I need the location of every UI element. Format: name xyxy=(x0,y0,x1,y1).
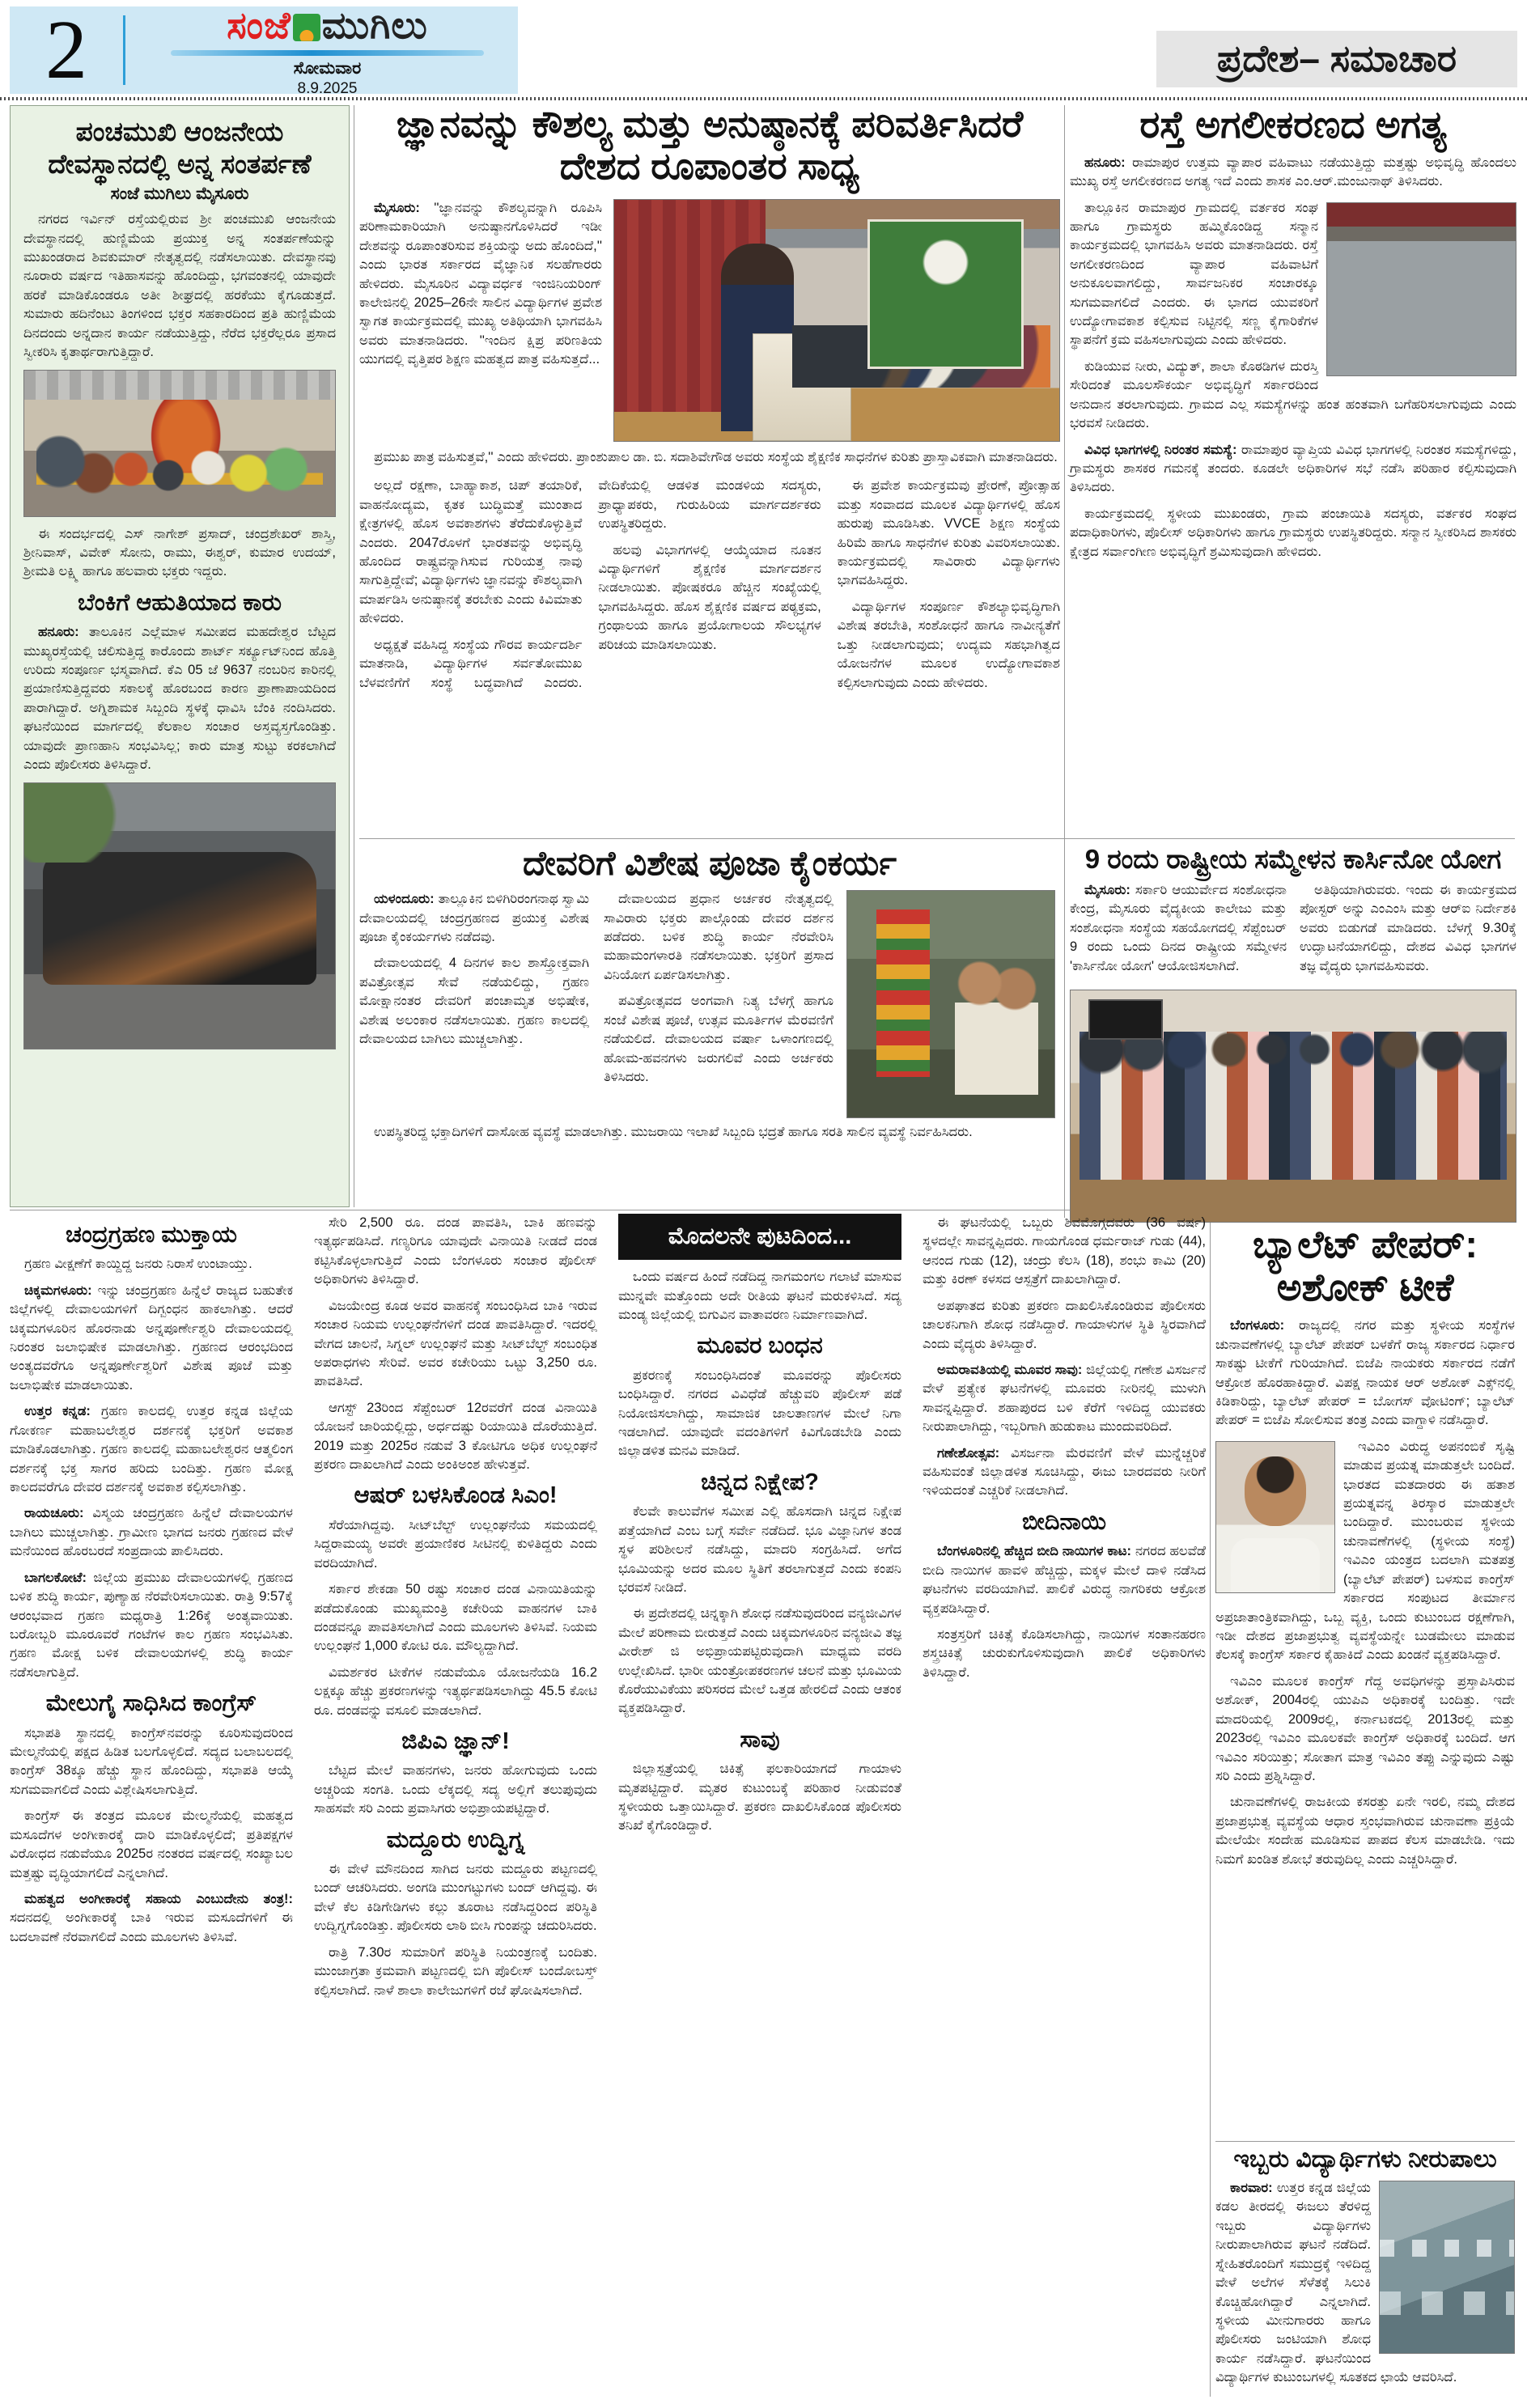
ballot-p3: ಇವಿಎಂ ಮೂಲಕ ಕಾಂಗ್ರೆಸ್ ಗೆದ್ದ ಅವಧಿಗಳನ್ನು ಪ್ರಸ್ತಾಪಿಸಿರುವ ಅಶೋಕ್, 2004ರಲ್ಲಿ ಯುಪಿಎ ಅಧಿಕಾರಕ್ಕೆ ಬಂದಿತ್ತು. ಇದೇ ಮಾದರಿಯಲ್ಲಿ 2009ರಲ್ಲಿ, ಕರ್ನಾಟಕದಲ್ಲಿ 2013ರಲ್ಲಿ ಮತ್ತು 2023ರಲ್ಲಿ ಇವಿಎಂ ಮೂಲಕವೇ ಕಾಂಗ್ರೆಸ್ ಅಧಿಕಾರಕ್ಕೆ ಬಂದಿದೆ. ಆಗ ಇವಿಎಂ ಸರಿಯಿತ್ತು; ಸೋತಾಗ ಮಾತ್ರ ಇವಿಎಂ ತಪ್ಪು ಎನ್ನುವುದು ಎಷ್ಟು ಸರಿ ಎಂದು ಪ್ರಶ್ನಿಸಿದ್ದಾರೆ. xyxy=(1215,1673,1515,1783)
road-p2: ಕುಡಿಯುವ ನೀರು, ವಿದ್ಯುತ್, ಶಾಲಾ ಕೊಠಡಿಗಳ ದುರಸ್ತಿ ಸೇರಿದಂತೆ ಮೂಲಸೌಕರ್ಯ ಅಭಿವೃದ್ಧಿಗೆ ಸರ್ಕಾರದಿಂದ ಅನುದಾನ ತರಲಾಗುವುದು. ಗ್ರಾಮದ ಎಲ್ಲ ಸಮಸ್ಯೆಗಳನ್ನು ಹಂತ ಹಂತವಾಗಿ ಬಗೆಹರಿಸಲಾಗುವುದು ಎಂದು ಭರವಸೆ ನೀಡಿದರು. xyxy=(1070,358,1516,431)
page-number: 2 xyxy=(45,3,87,96)
car-fire-dateline: ಹನೂರು: xyxy=(38,625,79,640)
ballot-body xyxy=(1215,1316,1515,1869)
burnt-car-photo xyxy=(23,782,336,1049)
article-ballot xyxy=(1215,1223,1515,1876)
car-fire-body xyxy=(23,623,336,774)
col1-p1-text: ಇನ್ನು ಚಂದ್ರಗ್ರಹಣ ಹಿನ್ನೆಲೆ ರಾಜ್ಯದ ಬಹುತೇಕ ಜಿಲ್ಲೆಗಳಲ್ಲಿ ದೇವಾಲಯಗಳಿಗೆ ದಿಗ್ಬಂಧನ ಹಾಕಲಾಗಿತ್ತು. ಆದರೆ ಚಿಕ್ಕಮಗಳೂರಿನ ಹೊರನಾಡು ಅನ್ನಪೂರ್ಣೇಶ್ವರಿ ದೇವಾಲಯದಲ್ಲಿ ನಿರಂತರ ಜಲಾಭಿಷೇಕ ಮಾಡಲಾಗಿತ್ತು. ಗ್ರಹಣದ ಆರಂಭದಿಂದ ಅಂತ್ಯದವರೆಗೂ ಅನ್ನಪೂರ್ಣೇಶ್ವರಿಗೆ ವಿಶೇಷ ಪೂಜೆ ಮತ್ತು ಜಲಾಭಿಷೇಕ ಮಾಡಲಾಯಿತು. xyxy=(10,1282,293,1393)
continuation-col-2 xyxy=(314,1214,597,2397)
col4-p0: ಈ ಘಟನೆಯಲ್ಲಿ ಒಬ್ಬರು ಶಿವಮೊಗ್ಗದವರು (36 ವರ್ಷ) ಸ್ಥಳದಲ್ಲೇ ಸಾವನ್ನಪ್ಪಿದರು. ಗಾಯಗೊಂಡ ಧರ್ಮರಾಜ್ ಗುಡು (44), ಆನಂದ ಗುಡು (12), ಚಂದ್ರು ಕೆಲಸಿ (18), ಶಂಭು ಕಾಮಿ (20) ಮತ್ತು ಕಿರಣ್ ಕಳಸದ ಆಸ್ಪತ್ರೆಗೆ ದಾಖಲಾಗಿದ್ದಾರೆ. xyxy=(923,1215,1206,1287)
knowledge-p1: ಅಲ್ಲದೆ ರಕ್ಷಣಾ, ಬಾಹ್ಯಾಕಾಶ, ಚಿಪ್ ತಯಾರಿಕೆ, ವಾಹನೋದ್ಯಮ, ಕೃತಕ ಬುದ್ಧಿಮತ್ತೆ ಮುಂತಾದ ಕ್ಷೇತ್ರಗಳಲ್ಲಿ ಹೊಸ ಅವಕಾಶಗಳು ತೆರೆದುಕೊಳ್ಳುತ್ತಿವೆ ಎಂದರು. 2047ರೊಳಗೆ ಭಾರತವನ್ನು ಅಭಿವೃದ್ಧಿ ಹೊಂದಿದ ರಾಷ್ಟ್ರವನ್ನಾಗಿಸುವ ಗುರಿಯತ್ತ ನಾವು ಸಾಗುತ್ತಿದ್ದೇವೆ; ವಿದ್ಯಾರ್ಥಿಗಳು ಜ್ಞಾನವನ್ನು ಕೌಶಲ್ಯವಾಗಿ ಮಾರ್ಪಡಿಸಿ ಅನುಷ್ಠಾನಕ್ಕೆ ತರಬೇಕು ಎಂದು ಕಿವಿಮಾತು ಹೇಳಿದರು. xyxy=(359,478,583,626)
road-lead-text: ರಾಮಾಪುರ ಉತ್ತಮ ವ್ಯಾಪಾರ ವಹಿವಾಟು ನಡೆಯುತ್ತಿದ್ದು ಮತ್ತಷ್ಟು ಅಭಿವೃದ್ಧಿ ಹೊಂದಲು ಮುಖ್ಯ ರಸ್ತೆ ಅಗಲೀಕರಣದ ಅಗತ್ಯ ಇದೆ ಎಂದು ಶಾಸಕ ಎಂ.ಆರ್.ಮಂಜುನಾಥ್ ತಿಳಿಸಿದರು. xyxy=(1070,155,1516,189)
anjaneya-byline: ಸಂಜೆ ಮುಗಿಲು ಮೈಸೂರು xyxy=(110,184,249,204)
column-rule-3 xyxy=(1210,1220,1211,2397)
sea-photo xyxy=(1379,2181,1515,2354)
ballot-p1-text: ರಾಜ್ಯದಲ್ಲಿ ನಗರ ಮತ್ತು ಸ್ಥಳೀಯ ಸಂಸ್ಥೆಗಳ ಚುನಾವಣೆಗಳಲ್ಲಿ ಬ್ಯಾಲೆಟ್ ಪೇಪರ್ ಬಳಕೆಗೆ ರಾಜ್ಯ ಸರ್ಕಾರದ ನಿರ್ಧಾರ ಸಾಕಷ್ಟು ಟೀಕೆಗೆ ಗುರಿಯಾಗಿದೆ. ಬಿಜೆಪಿ ನಾಯಕರು ಸರ್ಕಾರದ ನಡೆಗೆ ಆಕ್ರೋಶ ಹೊರಹಾಕಿದ್ದಾರೆ. ವಿಪಕ್ಷ ನಾಯಕ ಆರ್ ಅಶೋಕ್ ಎಕ್ಸ್‌ನಲ್ಲಿ ಕಿಡಿಕಾರಿದ್ದು, ಬ್ಯಾಲೆಟ್ ಪೇಪರ್ = ಬೋಗಸ್ ವೋಟಿಂಗ್; ಬ್ಯಾಲೆಟ್ ಪೇಪರ್ = ಬಿಜೆಪಿ ಸೋಲಿಸುವ ತಂತ್ರ ಎಂದು ವಾಗ್ದಾಳಿ ನಡೆಸಿದ್ದಾರೆ. xyxy=(1215,1318,1515,1428)
drowned-headline: ಇಬ್ಬರು ವಿದ್ಯಾರ್ಥಿಗಳು ನೀರುಪಾಲು xyxy=(1233,2146,1497,2173)
temple-pooja-photo xyxy=(846,890,1055,1118)
col1-l4: ಬಾಗಲಕೋಟೆ: xyxy=(24,1570,87,1585)
knowledge-lead-text: ''ಜ್ಞಾನವನ್ನು ಕೌಶಲ್ಯವನ್ನಾಗಿ ರೂಪಿಸಿ ಪರಿಣಾಮಕಾರಿಯಾಗಿ ಅನುಷ್ಠಾನಗೊಳಿಸಿದರೆ ಇಡೀ ದೇಶವನ್ನು ರೂಪಾಂತರಿಸುವ ಶಕ್ತಿಯನ್ನು ಅದು ಹೊಂದಿದೆ,'' ಎಂದು ಭಾರತ ಸರ್ಕಾರದ ವೈಜ್ಞಾನಿಕ ಸಲಹೆಗಾರರು ಹೇಳಿದರು. ಮೈಸೂರಿನ ವಿದ್ಯಾವರ್ಧಕ ಇಂಜಿನಿಯರಿಂಗ್ ಕಾಲೇಜಿನಲ್ಲಿ 2025–26ನೇ ಸಾಲಿನ ವಿದ್ಯಾರ್ಥಿಗಳ ಪ್ರವೇಶ ಸ್ವಾಗತ ಕಾರ್ಯಕ್ರಮದಲ್ಲಿ ಮುಖ್ಯ ಅತಿಥಿಯಾಗಿ ಭಾಗವಹಿಸಿ ಅವರು ಮಾತನಾಡಿದರು. ''ಇಂದಿನ ಕ್ಷಿಪ್ರ ಪರಿಣತಿಯ ಯುಗದಲ್ಲಿ ವೃತ್ತಿಪರ ಶಿಕ್ಷಣ ಮಹತ್ವದ ಪಾತ್ರ ವಹಿಸುತ್ತದೆ... xyxy=(359,200,602,367)
pooja-dateline: ಯಳಂದೂರು: xyxy=(374,892,435,907)
knowledge-dateline: ಮೈಸೂರು: xyxy=(374,200,420,215)
pooja-lead-text: ತಾಲ್ಲೂಕಿನ ಬಿಳಿಗಿರಿರಂಗನಾಥ ಸ್ವಾಮಿ ದೇವಾಲಯದಲ್ಲಿ ಚಂದ್ರಗ್ರಹಣದ ಪ್ರಯುಕ್ತ ವಿಶೇಷ ಪೂಜಾ ಕೈಂಕರ್ಯಗಳು ನಡೆದವು. xyxy=(359,892,589,945)
from-first-page-bar: ಮೊದಲನೇ ಪುಟದಿಂದ... xyxy=(618,1214,901,1260)
road-lead-wrap xyxy=(1070,154,1516,192)
col2-p1: ವಿಜಯೇಂದ್ರ ಕೂಡ ಅವರ ವಾಹನಕ್ಕೆ ಸಂಬಂಧಿಸಿದ ಬಾಕಿ ಇರುವ ಸಂಚಾರ ನಿಯಮ ಉಲ್ಲಂಘನೆಗಳಿಗೆ ದಂಡ ಪಾವತಿಸಿದ್ದಾರೆ. ಇದರಲ್ಲಿ ವೇಗದ ಚಾಲನೆ, ಸಿಗ್ನಲ್ ಉಲ್ಲಂಘನೆ ಮತ್ತು ಸೀಟ್‌ಬೆಲ್ಟ್ ಸಂಬಂಧಿತ ಅಪರಾಧಗಳು ಸೇರಿವೆ. ಅವರ ಕಚೇರಿಯು ಒಟ್ಟು 3,250 ರೂ. ಪಾವತಿಸಿದೆ. xyxy=(314,1298,597,1389)
col3-p0: ಒಂದು ವರ್ಷದ ಹಿಂದೆ ನಡೆದಿದ್ದ ನಾಗಮಂಗಲ ಗಲಾಟೆ ಮಾಸುವ ಮುನ್ನವೇ ಮತ್ತೊಂದು ಅದೇ ರೀತಿಯ ಘಟನೆ ಮರುಕಳಿಸಿದೆ. ಸದ್ಯ ಮಂಡ್ಯ ಜಿಲ್ಲೆಯಲ್ಲಿ ಬಿಗುವಿನ ವಾತಾವರಣ ನಿರ್ಮಾಣವಾಗಿದೆ. xyxy=(618,1270,901,1323)
road-sub-lead: ವಿವಿಧ ಭಾಗಗಳಲ್ಲಿ ನಿರಂತರ ಸಮಸ್ಯೆ: xyxy=(1084,442,1237,457)
ballot-p1 xyxy=(1215,1316,1515,1431)
col1-l1: ಚಿಕ್ಕಮಗಳೂರು: xyxy=(24,1282,92,1298)
road-headline: ರಸ್ತೆ ಅಗಲೀಕರಣದ ಅಗತ್ಯ xyxy=(1139,103,1447,146)
dignitaries-row xyxy=(792,325,1050,388)
col2-p8: ರಾತ್ರಿ 7.30ರ ಸುಮಾರಿಗೆ ಪರಿಸ್ಥಿತಿ ನಿಯಂತ್ರಣಕ್ಕೆ ಬಂದಿತು. ಮುಂಜಾಗ್ರತಾ ಕ್ರಮವಾಗಿ ಪಟ್ಟಣದಲ್ಲಿ ಬಿಗಿ ಪೊಲೀಸ್ ಬಂದೋಬಸ್ತ್ ಕಲ್ಪಿಸಲಾಗಿದೆ. ನಾಳೆ ಶಾಲಾ ಕಾಲೇಜುಗಳಿಗೆ ರಜೆ ಘೋಷಿಸಲಾಗಿದೆ. xyxy=(314,1944,597,1998)
masthead-day: ಸೋಮವಾರ xyxy=(293,58,362,78)
ballot-headline xyxy=(1215,1223,1515,1308)
road-p3 xyxy=(1070,441,1516,498)
masthead-logo-block xyxy=(137,3,518,98)
knowledge-p4: ಈ ಪ್ರವೇಶ ಕಾರ್ಯಕ್ರಮವು ಪ್ರೇರಣೆ, ಪ್ರೋತ್ಸಾಹ ಮತ್ತು ಸಂವಾದದ ಮೂಲಕ ವಿದ್ಯಾರ್ಥಿಗಳಲ್ಲಿ ಹೊಸ ಹುರುಪು ಮೂಡಿಸಿತು. VVCE ಶಿಕ್ಷಣ ಸಂಸ್ಥೆಯ ಹಿರಿಮೆ ಹಾಗೂ ಸಾಧನೆಗಳ ಕುರಿತು ವಿವರಿಸಲಾಯಿತು. ಕಾರ್ಯಕ್ರಮದಲ್ಲಿ ಸಾವಿರಾರು ವಿದ್ಯಾರ್ಥಿಗಳು ಭಾಗವಹಿಸಿದ್ದರು. xyxy=(837,478,1060,588)
col1-p6: ಕಾಂಗ್ರೆಸ್ ಈ ತಂತ್ರದ ಮೂಲಕ ಮೇಲ್ಮನೆಯಲ್ಲಿ ಮಹತ್ವದ ಮಸೂದೆಗಳ ಅಂಗೀಕಾರಕ್ಕೆ ದಾರಿ ಮಾಡಿಕೊಳ್ಳಲಿದೆ; ಪ್ರತಿಪಕ್ಷಗಳ ವಿರೋಧದ ನಡುವೆಯೂ 2025ರ ನಂತರದ ವರ್ಷದಲ್ಲಿ ಸಂಖ್ಯಾಬಲ ಮತ್ತಷ್ಟು ವೃದ್ಧಿಯಾಗಲಿದೆ ಎನ್ನಲಾಗಿದೆ. xyxy=(10,1808,293,1880)
knowledge-lead xyxy=(359,199,602,370)
continuation-col-3 xyxy=(618,1214,901,2397)
article-anna-santarpane xyxy=(10,105,350,1207)
conference-group-photo xyxy=(1070,990,1516,1223)
col4-l3: ಗಣೇಶೋತ್ಸವ: xyxy=(937,1445,1000,1460)
col1-p4-text: ಜಿಲ್ಲೆಯ ಪ್ರಮುಖ ದೇವಾಲಯಗಳಲ್ಲಿ ಗ್ರಹಣದ ಬಳಿಕ ಶುದ್ಧಿ ಕಾರ್ಯ, ಪುಣ್ಯಾಹ ನೆರವೇರಿಸಲಾಯಿತು. ರಾತ್ರಿ 9:57ಕ್ಕೆ ಆರಂಭವಾದ ಗ್ರಹಣ ಮಧ್ಯರಾತ್ರಿ 1:26ಕ್ಕೆ ಅಂತ್ಯವಾಯಿತು. ಬರೋಬ್ಬರಿ ಮೂರೂವರೆ ಗಂಟೆಗಳ ಕಾಲ ಗ್ರಹಣ ಸಂಭವಿಸಿತು. ಗ್ರಹಣ ಮೋಕ್ಷ ಬಳಿಕ ದೇವಾಲಯಗಳಲ್ಲಿ ಶುದ್ಧಿ ಕಾರ್ಯ ನಡೆಸಲಾಗುತ್ತಿದೆ. xyxy=(10,1570,293,1680)
col1-p1 xyxy=(10,1282,293,1396)
col4-p2-text: ಜಿಲ್ಲೆಯಲ್ಲಿ ಗಣೇಶ ವಿಸರ್ಜನೆ ವೇಳೆ ಪ್ರತ್ಯೇಕ ಘಟನೆಗಳಲ್ಲಿ ಮೂವರು ನೀರಿನಲ್ಲಿ ಮುಳುಗಿ ಸಾವನ್ನಪ್ಪಿದ್ದಾರೆ. ಶಹಾಪುರದ ಬಳಿ ಕೆರೆಗೆ ಇಳಿದಿದ್ದ ಯುವಕರು ನೀರುಪಾಲಾಗಿದ್ದು, ಇಬ್ಬರಿಗಾಗಿ ಹುಡುಕಾಟ ಮುಂದುವರಿದಿದೆ. xyxy=(923,1362,1206,1435)
anjaneya-p2: ಈ ಸಂದರ್ಭದಲ್ಲಿ ಎಸ್ ನಾಗೇಶ್ ಪ್ರಸಾದ್, ಚಂದ್ರಶೇಖರ್ ಶಾಸ್ತ್ರಿ, ಶ್ರೀನಿವಾಸ್, ವಿವೇಕ್ ಸೋನು, ರಾಮು, ಈಶ್ವರ್, ಕುಮಾರ ಉದಯ್, ಶ್ರೀಮತಿ ಲಕ್ಷ್ಮಿ ಹಾಗೂ ಹಲವಾರು ಭಕ್ತರು ಇದ್ದರು. xyxy=(23,526,336,579)
ballot-p2: ಇವಿಎಂ ವಿರುದ್ಧ ಅಪನಂಬಿಕೆ ಸೃಷ್ಟಿ ಮಾಡುವ ಪ್ರಯತ್ನ ಮಾಡುತ್ತಲೇ ಬಂದಿದೆ. ಭಾರತದ ಮತದಾರರು ಈ ಹತಾಶ ಪ್ರಯತ್ನವನ್ನ ತಿರಸ್ಕಾರ ಮಾಡುತ್ತಲೇ ಬಂದಿದ್ದಾರೆ. ಮುಂಬರುವ ಸ್ಥಳೀಯ ಚುನಾವಣೆಗಳಲ್ಲಿ (ಸ್ಥಳೀಯ ಸಂಸ್ಥೆ) ಇವಿಎಂ ಯಂತ್ರದ ಬದಲಾಗಿ ಮತಪತ್ರ (ಬ್ಯಾಲೆಟ್ ಪೇಪರ್) ಬಳಸುವ ಕಾಂಗ್ರೆಸ್ ಸರ್ಕಾರದ ಸಂಪುಟದ ತೀರ್ಮಾನ ಅಪ್ರಜಾತಾಂತ್ರಿಕವಾಗಿದ್ದು, ಒಬ್ಬ ವ್ಯಕ್ತಿ, ಒಂದು ಕುಟುಂಬದ ರಕ್ಷಣೆಗಾಗಿ, ಇಡೀ ದೇಶದ ಪ್ರಜಾಪ್ರಭುತ್ವ ವ್ಯವಸ್ಥೆಯನ್ನೇ ಬುಡಮೇಲು ಮಾಡುವ ಕೆಲಸಕ್ಕೆ ಕಾಂಗ್ರೆಸ್ ಸರ್ಕಾರ ಕೈಹಾಕಿದೆ ಎಂದು ಖಂಡನೆ ವ್ಯಕ್ತಪಡಿಸಿದ್ದಾರೆ. xyxy=(1215,1439,1515,1663)
article-knowledge xyxy=(359,104,1060,693)
knowledge-lead-col xyxy=(359,199,602,442)
section-rule-3 xyxy=(1215,2141,1515,2142)
col3-p4: ಜಿಲ್ಲಾಸ್ಪತ್ರೆಯಲ್ಲಿ ಚಿಕಿತ್ಸೆ ಫಲಕಾರಿಯಾಗದೆ ಗಾಯಾಳು ಮೃತಪಟ್ಟಿದ್ದಾರೆ. ಮೃತರ ಕುಟುಂಬಕ್ಕೆ ಪರಿಹಾರ ನೀಡುವಂತೆ ಸ್ಥಳೀಯರು ಒತ್ತಾಯಿಸಿದ್ದಾರೆ. ಪ್ರಕರಣ ದಾಖಲಿಸಿಕೊಂಡ ಪೊಲೀಸರು ತನಿಖೆ ಕೈಗೊಂಡಿದ್ದಾರೆ. xyxy=(618,1761,901,1834)
ballot-headline-line2: ಅಶೋಕ್ ಟೀಕೆ xyxy=(1276,1265,1454,1308)
col2-p4: ಸರ್ಕಾರ ಶೇಕಡಾ 50 ರಷ್ಟು ಸಂಚಾರ ದಂಡ ವಿನಾಯಿತಿಯನ್ನು ಪಡೆದುಕೊಂಡು ಮುಖ್ಯಮಂತ್ರಿ ಕಚೇರಿಯ ವಾಹನಗಳ ಬಾಕಿ ದಂಡವನ್ನೂ ಪಾವತಿಸಲಾಗಿದೆ ಎಂದು ಮೂಲಗಳು ತಿಳಿಸಿವೆ. ನಿಯಮ ಉಲ್ಲಂಘನೆ 1,000 ಕೋಟಿ ರೂ. ಮೌಲ್ಯದ್ದಾಗಿದೆ. xyxy=(314,1582,597,1654)
road-body xyxy=(1070,199,1516,562)
col2-p7: ಈ ವೇಳೆ ಮೌನದಿಂದ ಸಾಗಿದ ಜನರು ಮದ್ದೂರು ಪಟ್ಟಣದಲ್ಲಿ ಬಂದ್ ಆಚರಿಸಿದರು. ಅಂಗಡಿ ಮುಂಗಟ್ಟುಗಳು ಬಂದ್ ಆಗಿದ್ದವು. ಈ ವೇಳೆ ಕೆಲ ಕಿಡಿಗೇಡಿಗಳು ಕಲ್ಲು ತೂರಾಟ ನಡೆಸಿದ್ದರಿಂದ ಪರಿಸ್ಥಿತಿ ಉದ್ವಿಗ್ನಗೊಂಡಿತ್ತು. ಪೊಲೀಸರು ಲಾಠಿ ಬೀಸಿ ಗುಂಪನ್ನು ಚದುರಿಸಿದರು. xyxy=(314,1862,597,1934)
col3-p2: ಕೆಲವೇ ಕಾಲುವೆಗಳ ಸಮೀಪ ಎಲ್ಲಿ ಹೊಸದಾಗಿ ಚಿನ್ನದ ನಿಕ್ಷೇಪ ಪತ್ತೆಯಾಗಿದೆ ಎಂಬ ಬಗ್ಗೆ ಸರ್ವೇ ನಡೆದಿದೆ. ಭೂ ವಿಜ್ಞಾನಿಗಳ ತಂಡ ಸ್ಥಳ ಪರಿಶೀಲನೆ ನಡೆಸಿದ್ದು, ಮಾದರಿ ಸಂಗ್ರಹಿಸಿದೆ. ಅಗೆದ ಭೂಮಿಯನ್ನು ಅದರ ಮೂಲ ಸ್ಥಿತಿಗೆ ತರಲಾಗುತ್ತದೆ ಎಂದು ಕಂಪನಿ ಭರವಸೆ ನೀಡಿದೆ. xyxy=(618,1504,901,1595)
car-fire-text: ತಾಲೂಕಿನ ಎಲ್ಲೆಮಾಳ ಸಮೀಪದ ಮಹದೇಶ್ವರ ಬೆಟ್ಟದ ಮುಖ್ಯರಸ್ತೆಯಲ್ಲಿ ಚಲಿಸುತ್ತಿದ್ದ ಕಾರೊಂದು ಶಾರ್ಟ್ ಸರ್ಕ್ಯೂಟ್‌ನಿಂದ ಹೊತ್ತಿ ಉರಿದು ಸಂಪೂರ್ಣ ಭಸ್ಮವಾಗಿದೆ. ಕೆಎ 05 ಜೆ 9637 ನಂಬರಿನ ಕಾರಿನಲ್ಲಿ ಪ್ರಯಾಣಿಸುತ್ತಿದ್ದವರು ಸಕಾಲಕ್ಕೆ ಹೊರಬಂದ ಕಾರಣ ಪ್ರಾಣಾಪಾಯದಿಂದ ಪಾರಾಗಿದ್ದಾರೆ. ಅಗ್ನಿಶಾಮಕ ಸಿಬ್ಬಂದಿ ಸ್ಥಳಕ್ಕೆ ಧಾವಿಸಿ ಬೆಂಕಿ ನಂದಿಸಿದರು. ಘಟನೆಯಿಂದ ಮಾರ್ಗದಲ್ಲಿ ಕೆಲಕಾಲ ಸಂಚಾರ ಅಸ್ತವ್ಯಸ್ತಗೊಂಡಿತ್ತು. ಯಾವುದೇ ಪ್ರಾಣಹಾನಿ ಸಂಭವಿಸಿಲ್ಲ; ಕಾರು ಮಾತ್ರ ಸುಟ್ಟು ಕರಕಲಾಗಿದೆ ಎಂದು ಪೊಲೀಸರು ತಿಳಿಸಿದ್ದಾರೆ. xyxy=(23,625,336,773)
knowledge-p5: ವಿದ್ಯಾರ್ಥಿಗಳ ಸಂಪೂರ್ಣ ಕೌಶಲ್ಯಾಭಿವೃದ್ಧಿಗಾಗಿ ವಿಶೇಷ ತರಬೇತಿ, ಸಂಶೋಧನೆ ಹಾಗೂ ನಾವೀನ್ಯತೆಗೆ ಒತ್ತು ನೀಡಲಾಗುವುದು; ಉದ್ಯಮ ಸಹಭಾಗಿತ್ವದ ಯೋಜನೆಗಳ ಮೂಲಕ ಉದ್ಯೋಗಾವಕಾಶ ಕಲ್ಪಿಸಲಾಗುವುದು ಎಂದು ಹೇಳಿದರು. xyxy=(837,599,1060,690)
col4-p1: ಅಪಘಾತದ ಕುರಿತು ಪ್ರಕರಣ ದಾಖಲಿಸಿಕೊಂಡಿರುವ ಪೊಲೀಸರು ಚಾಲಕನಿಗಾಗಿ ಶೋಧ ನಡೆಸಿದ್ದಾರೆ. ಗಾಯಾಳುಗಳ ಸ್ಥಿತಿ ಸ್ಥಿರವಾಗಿದೆ ಎಂದು ವೈದ್ಯರು ತಿಳಿಸಿದ್ದಾರೆ. xyxy=(923,1298,1206,1351)
col4-p4-text: ನಗರದ ಹಲವೆಡೆ ಬೀದಿ ನಾಯಿಗಳ ಹಾವಳಿ ಹೆಚ್ಚಿದ್ದು, ಮಕ್ಕಳ ಮೇಲೆ ದಾಳಿ ನಡೆಸಿದ ಘಟನೆಗಳು ವರದಿಯಾಗಿವೆ. ಪಾಲಿಕೆ ವಿರುದ್ಧ ನಾಗರಿಕರು ಆಕ್ರೋಶ ವ್ಯಕ್ತಪಡಿಸಿದ್ದಾರೆ. xyxy=(923,1544,1206,1616)
pooja-p1: ದೇವಾಲಯದಲ್ಲಿ 4 ದಿನಗಳ ಕಾಲ ಶಾಸ್ತ್ರೋಕ್ತವಾಗಿ ಪವಿತ್ರೋತ್ಸವ ಸೇವೆ ನಡೆಯಲಿದ್ದು, ಗ್ರಹಣ ಮೋಕ್ಷಾನಂತರ ದೇವರಿಗೆ ಪಂಚಾಮೃತ ಅಭಿಷೇಕ, ವಿಶೇಷ ಅಲಂಕಾರ ನಡೆಸಲಾಯಿತು. ಗ್ರಹಣ ಕಾಲದಲ್ಲಿ ದೇವಾಲಯದ ಬಾಗಿಲು ಮುಚ್ಚಲಾಗಿತ್ತು. xyxy=(359,956,589,1047)
masthead-date: 8.9.2025 xyxy=(297,79,358,97)
paper-logo xyxy=(137,3,518,49)
section-label: ಪ್ರದೇಶ– ಸಮಾಚಾರ xyxy=(1156,31,1517,87)
knowledge-body-cols xyxy=(359,477,1060,693)
conference-p1 xyxy=(1070,881,1287,976)
road-p4: ಕಾರ್ಯಕ್ರಮದಲ್ಲಿ ಸ್ಥಳೀಯ ಮುಖಂಡರು, ಗ್ರಾಮ ಪಂಚಾಯಿತಿ ಸದಸ್ಯರು, ವರ್ತಕರ ಸಂಘದ ಪದಾಧಿಕಾರಿಗಳು, ಪೊಲೀಸ್ ಅಧಿಕಾರಿಗಳು ಹಾಗೂ ಗ್ರಾಮಸ್ಥರು ಉಪಸ್ಥಿತರಿದ್ದರು. ಸನ್ಮಾನ ಸ್ವೀಕರಿಸಿದ ಶಾಸಕರು ಕ್ಷೇತ್ರದ ಸರ್ವಾಂಗೀಣ ಅಭಿವೃದ್ಧಿಗೆ ಶ್ರಮಿಸುವುದಾಗಿ ಹೇಳಿದರು. xyxy=(1070,506,1516,559)
continuation-columns xyxy=(10,1214,1206,2397)
pooja-p4: ಉಪಸ್ಥಿತರಿದ್ದ ಭಕ್ತಾದಿಗಳಿಗೆ ದಾಸೋಹ ವ್ಯವಸ್ಥೆ ಮಾಡಲಾಗಿತ್ತು. ಮುಜರಾಯಿ ಇಲಾಖೆ ಸಿಬ್ಬಂದಿ ಭದ್ರತೆ ಹಾಗೂ ಸರತಿ ಸಾಲಿನ ವ್ಯವಸ್ಥೆ ನಿರ್ವಹಿಸಿದರು. xyxy=(374,1125,973,1140)
paper-logo-black: ಮುಗಿಲು xyxy=(321,3,428,46)
car-fire-headline: ಬೆಂಕಿಗೆ ಆಹುತಿಯಾದ ಕಾರು xyxy=(77,589,282,616)
drowned-p1-text: ಉತ್ತರ ಕನ್ನಡ ಜಿಲ್ಲೆಯ ಕಡಲ ತೀರದಲ್ಲಿ ಈಜಲು ತೆರಳಿದ್ದ ಇಬ್ಬರು ವಿದ್ಯಾರ್ಥಿಗಳು ನೀರುಪಾಲಾಗಿರುವ ಘಟನೆ ನಡೆದಿದೆ. ಸ್ನೇಹಿತರೊಂದಿಗೆ ಸಮುದ್ರಕ್ಕೆ ಇಳಿದಿದ್ದ ವೇಳೆ ಅಲೆಗಳ ಸೆಳೆತಕ್ಕೆ ಸಿಲುಕಿ ಕೊಚ್ಚಿಹೋಗಿದ್ದಾರೆ ಎನ್ನಲಾಗಿದೆ. ಸ್ಥಳೀಯ ಮೀನುಗಾರರು ಹಾಗೂ ಪೊಲೀಸರು ಜಂಟಿಯಾಗಿ ಶೋಧ ಕಾರ್ಯ ನಡೆಸಿದ್ದಾರೆ. ಘಟನೆಯಿಂದ ವಿದ್ಯಾರ್ಥಿಗಳ ಕುಟುಂಬಗಳಲ್ಲಿ ಸೂತಕದ ಛಾಯೆ ಆವರಿಸಿದೆ. xyxy=(1215,2181,1457,2385)
col2-p3: ಸೆರೆಯಾಗಿದ್ದವು. ಸೀಟ್‌ಬೆಲ್ಟ್ ಉಲ್ಲಂಘನೆಯ ಸಮಯದಲ್ಲಿ ಸಿದ್ದರಾಮಯ್ಯ ಅವರೇ ಪ್ರಯಾಣಿಕರ ಸೀಟಿನಲ್ಲಿ ಕುಳಿತಿದ್ದರು ಎಂದು ವರದಿಯಾಗಿದೆ. xyxy=(314,1517,597,1571)
car-fire-p1 xyxy=(23,623,336,774)
col1-p2-text: ಗ್ರಹಣ ಕಾಲದಲ್ಲಿ ಉತ್ತರ ಕನ್ನಡ ಜಿಲ್ಲೆಯ ಗೋಕರ್ಣ ಮಹಾಬಲೇಶ್ವರ ದರ್ಶನಕ್ಕೆ ಭಕ್ತರಿಗೆ ಅವಕಾಶ ಮಾಡಿಕೊಡಲಾಗಿತ್ತು. ಗ್ರಹಣ ಕಾಲದಲ್ಲಿ ಮಹಾಬಲೇಶ್ವರನ ಆತ್ಮಲಿಂಗ ದರ್ಶನಕ್ಕೆ ಭಕ್ತ ಸಾಗರ ಹರಿದು ಬಂದಿತ್ತು. ಗ್ರಹಣ ಮೋಕ್ಷ ಕಾಲದವರೆಗೂ ದೇವರ ದರ್ಶನಕ್ಕೆ ಅವಕಾಶ ಕಲ್ಪಿಸಲಾಗಿತ್ತು. xyxy=(10,1404,293,1494)
anjaneya-p1: ನಗರದ ಇರ್ವಿನ್ ರಸ್ತೆಯಲ್ಲಿರುವ ಶ್ರೀ ಪಂಚಮುಖಿ ಆಂಜನೇಯ ದೇವಸ್ಥಾನದಲ್ಲಿ ಹುಣ್ಣಿಮೆಯ ಪ್ರಯುಕ್ತ ಅನ್ನ ಸಂತರ್ಪಣೆಯನ್ನು ಮುಖಂಡರಾದ ಶಿವಕುಮಾರ್ ನೇತೃತ್ವದಲ್ಲಿ ನಡೆಸಲಾಯಿತು. ದೇವಸ್ಥಾನವು ನೂರಾರು ವರ್ಷದ ಇತಿಹಾಸವನ್ನು ಹೊಂದಿದ್ದು, ಭಗವಂತನಲ್ಲಿ ಯಾವುದೇ ಹರಕೆ ಮಾಡಿಕೊಂಡರೂ ಅತೀ ಶೀಘ್ರದಲ್ಲಿ ಹರಕೆಯು ಕೈಗೂಡುತ್ತದೆ. ಸುಮಾರು ಹದಿನೆಂಟು ತಿಂಗಳಿಂದ ಭಕ್ತರ ಸಹಕಾರದಿಂದ ಪ್ರತಿ ಹುಣ್ಣಿಮೆಯ ದಿನದಂದು ಅನ್ನದಾನ ಕಾರ್ಯ ನಡೆಯುತ್ತಿದ್ದು, ನೆರೆದ ಭಕ್ತರೆಲ್ಲರೂ ಪ್ರಸಾದ ಸ್ವೀಕರಿಸಿ ಕೃತಾರ್ಥರಾಗುತ್ತಿದ್ದಾರೆ. xyxy=(23,212,336,360)
col1-l2: ಉತ್ತರ ಕನ್ನಡ: xyxy=(24,1404,91,1419)
col1-p3 xyxy=(10,1504,293,1561)
ashok-portrait-photo xyxy=(1215,1441,1335,1593)
logo-swoosh xyxy=(171,50,483,56)
col1-p5: ಸಭಾಪತಿ ಸ್ಥಾನದಲ್ಲಿ ಕಾಂಗ್ರೆಸ್‌ನವರನ್ನು ಕೂರಿಸುವುದರಿಂದ ಮೇಲ್ಮನೆಯಲ್ಲಿ ಪಕ್ಷದ ಹಿಡಿತ ಬಲಗೊಳ್ಳಲಿದೆ. ಸದ್ಯದ ಬಲಾಬಲದಲ್ಲಿ ಕಾಂಗ್ರೆಸ್ 38ಕ್ಕೂ ಹೆಚ್ಚು ಸ್ಥಾನ ಹೊಂದಿದ್ದು, ಸಭಾಪತಿ ಆಯ್ಕೆ ಸುಗಮವಾಗಲಿದೆ ಎಂದು ವಿಶ್ಲೇಷಿಸಲಾಗುತ್ತಿದೆ. xyxy=(10,1725,293,1797)
col4-p5: ಸಂತ್ರಸ್ತರಿಗೆ ಚಿಕಿತ್ಸೆ ಕೊಡಿಸಲಾಗಿದ್ದು, ನಾಯಿಗಳ ಸಂತಾನಹರಣ ಶಸ್ತ್ರಚಿಕಿತ್ಸೆ ಚುರುಕುಗೊಳಿಸುವುದಾಗಿ ಪಾಲಿಕೆ ಅಧಿಕಾರಿಗಳು ತಿಳಿಸಿದ್ದಾರೆ. xyxy=(923,1626,1206,1680)
subhead-chandragrahana: ಚಂದ್ರಗ್ರಹಣ ಮುಕ್ತಾಯ xyxy=(66,1222,237,1248)
anjaneya-headline: ಪಂಚಮುಖಿ ಆಂಜನೇಯ ದೇವಸ್ಥಾನದಲ್ಲಿ ಅನ್ನ ಸಂತರ್ಪಣೆ xyxy=(48,117,312,179)
col1-p7 xyxy=(10,1890,293,1947)
col1-p0: ಗ್ರಹಣ ವೀಕ್ಷಣೆಗೆ ಕಾಯ್ದಿದ್ದ ಜನರು ನಿರಾಸೆ ಉಂಟಾಯ್ತು. xyxy=(24,1257,252,1272)
knowledge-photo-note-wrap xyxy=(359,448,1060,467)
road-meeting-photo xyxy=(1326,202,1516,376)
conference-p1-text: ಸರ್ಕಾರಿ ಆಯುರ್ವೇದ ಸಂಶೋಧನಾ ಕೇಂದ್ರ, ಮೈಸೂರು ವೈದ್ಯಕೀಯ ಕಾಲೇಜು ಮತ್ತು ಸಂಶೋಧನಾ ಸಂಸ್ಥೆಯ ಸಹಯೋಗದಲ್ಲಿ ಸೆಪ್ಟೆಂಬರ್ 9 ರಂದು ಒಂದು ದಿನದ ರಾಷ್ಟ್ರೀಯ ಸಮ್ಮೇಳನ 'ಕಾರ್ಸಿನೋ ಯೋಗ' ಆಯೋಜಿಸಲಾಗಿದೆ. xyxy=(1070,882,1287,973)
pooja-lead xyxy=(359,890,589,947)
pooja-p2: ದೇವಾಲಯದ ಪ್ರಧಾನ ಅರ್ಚಕರ ನೇತೃತ್ವದಲ್ಲಿ ಸಾವಿರಾರು ಭಕ್ತರು ಪಾಲ್ಗೊಂಡು ದೇವರ ದರ್ಶನ ಪಡೆದರು. ಬಳಿಕ ಶುದ್ಧಿ ಕಾರ್ಯ ನೆರವೇರಿಸಿ ಮಹಾಮಂಗಳಾರತಿ ನಡೆಸಲಾಯಿತು. ಭಕ್ತರಿಗೆ ಪ್ರಸಾದ ವಿನಿಯೋಗ ಏರ್ಪಡಿಸಲಾಗಿತ್ತು. xyxy=(604,892,833,982)
col1-l3: ರಾಯಚೂರು: xyxy=(24,1506,84,1521)
knowledge-headline: ಜ್ಞಾನವನ್ನು ಕೌಶಲ್ಯ ಮತ್ತು ಅನುಷ್ಠಾನಕ್ಕೆ ಪರಿವರ್ತಿಸಿದರೆ ದೇಶದ ರೂಪಾಂತರ ಸಾಧ್ಯ xyxy=(396,103,1024,187)
pooja-p3: ಪವಿತ್ರೋತ್ಸವದ ಅಂಗವಾಗಿ ನಿತ್ಯ ಬೆಳಗ್ಗೆ ಹಾಗೂ ಸಂಜೆ ವಿಶೇಷ ಪೂಜೆ, ಉತ್ಸವ ಮೂರ್ತಿಗಳ ಮೆರವಣಿಗೆ ನಡೆಯಲಿದೆ. ದೇವಾಲಯದ ವರ್ಷಾ ಒಳಾಂಗಣದಲ್ಲಿ ಹೋಮ-ಹವನಗಳು ಜರುಗಲಿವೆ ಎಂದು ಅರ್ಚಕರು ತಿಳಿಸಿದರು. xyxy=(604,994,833,1084)
masthead xyxy=(10,3,518,97)
col4-l4: ಬೆಂಗಳೂರಿನಲ್ಲಿ ಹೆಚ್ಚಿದ ಬೀದಿ ನಾಯಿಗಳ ಕಾಟ: xyxy=(937,1544,1131,1559)
masthead-rule xyxy=(0,97,1527,100)
col2-p0: ಸೇರಿ 2,500 ರೂ. ದಂಡ ಪಾವತಿಸಿ, ಬಾಕಿ ಹಣವನ್ನು ಇತ್ಯರ್ಥಪಡಿಸಿದೆ. ಗಣ್ಯರಿಗೂ ಯಾವುದೇ ವಿನಾಯಿತಿ ನೀಡದೆ ದಂಡ ಕಟ್ಟಿಸಿಕೊಳ್ಳಲಾಗುತ್ತಿದೆ ಎಂದು ಬೆಂಗಳೂರು ಸಂಚಾರ ಪೊಲೀಸ್ ಅಧಿಕಾರಿಗಳು ತಿಳಿಸಿದ್ದಾರೆ. xyxy=(314,1215,597,1287)
col4-p3 xyxy=(923,1444,1206,1501)
subhead-maddur: ಮದ್ದೂರು ಉದ್ವಿಗ್ನ xyxy=(386,1826,525,1853)
continuation-col-1 xyxy=(10,1214,293,2397)
conference-dateline: ಮೈಸೂರು: xyxy=(1084,882,1130,897)
col4-p2 xyxy=(923,1361,1206,1437)
section-rule-1 xyxy=(359,838,1515,839)
col1-p3-text: ವಿಸ್ಮಯ ಚಂದ್ರಗ್ರಹಣ ಹಿನ್ನೆಲೆ ದೇವಾಲಯಗಳ ಬಾಗಿಲು ಮುಚ್ಚಲಾಗಿತ್ತು. ಗ್ರಾಮೀಣ ಭಾಗದ ಜನರು ಗ್ರಹಣದ ವೇಳೆ ಮನೆಯಿಂದ ಹೊರಬರದೆ ಸಂಪ್ರದಾಯ ಪಾಲಿಸಿದರು. xyxy=(10,1506,293,1559)
temple-crowd-photo xyxy=(23,370,336,517)
col3-p1: ಪ್ರಕರಣಕ್ಕೆ ಸಂಬಂಧಿಸಿದಂತೆ ಮೂವರನ್ನು ಪೊಲೀಸರು ಬಂಧಿಸಿದ್ದಾರೆ. ನಗರದ ವಿವಿಧೆಡೆ ಹೆಚ್ಚುವರಿ ಪೊಲೀಸ್ ಪಡೆ ನಿಯೋಜಿಸಲಾಗಿದ್ದು, ಸಾಮಾಜಿಕ ಜಾಲತಾಣಗಳ ಮೇಲೆ ನಿಗಾ ಇಡಲಾಗಿದೆ. ಯಾವುದೇ ವದಂತಿಗಳಿಗೆ ಕಿವಿಗೊಡಬೇಡಿ ಎಂದು ಜಿಲ್ಲಾಡಳಿತ ಮನವಿ ಮಾಡಿದೆ. xyxy=(618,1367,901,1459)
ballot-dateline: ಬೆಂಗಳೂರು: xyxy=(1230,1318,1285,1333)
article-drowned-students xyxy=(1215,2146,1515,2395)
road-lead xyxy=(1070,154,1516,192)
anjaneya-body xyxy=(23,210,336,362)
col1-p7-text: ಸದನದಲ್ಲಿ ಅಂಗೀಕಾರಕ್ಕೆ ಬಾಕಿ ಇರುವ ಮಸೂದೆಗಳಿಗೆ ಈ ಬದಲಾವಣೆ ನೆರವಾಗಲಿದೆ ಎಂದು ಮೂಲಗಳು ತಿಳಿಸಿವೆ. xyxy=(10,1910,293,1944)
conference-headline: 9 ರಂದು ರಾಷ್ಟ್ರೀಯ ಸಮ್ಮೇಳನ ಕಾರ್ಸಿನೋ ಯೋಗ xyxy=(1084,844,1502,874)
road-p1: ತಾಲ್ಲೂಕಿನ ರಾಮಾಪುರ ಗ್ರಾಮದಲ್ಲಿ ವರ್ತಕರ ಸಂಘ ಹಾಗೂ ಗ್ರಾಮಸ್ಥರು ಹಮ್ಮಿಕೊಂಡಿದ್ದ ಸನ್ಮಾನ ಕಾರ್ಯಕ್ರಮದಲ್ಲಿ ಭಾಗವಹಿಸಿ ಅವರು ಮಾತನಾಡಿದರು. ರಸ್ತೆ ಅಗಲೀಕರಣದಿಂದ ವ್ಯಾಪಾರ ವಹಿವಾಟಿಗೆ ಅನುಕೂಲವಾಗಲಿದ್ದು, ಸಾರ್ವಜನಿಕರ ಸಂಚಾರಕ್ಕೂ ಸುಗಮವಾಗಲಿದೆ ಎಂದರು. ಈ ಭಾಗದ ಯುವಕರಿಗೆ ಉದ್ಯೋಗಾವಕಾಶ ಕಲ್ಪಿಸುವ ನಿಟ್ಟಿನಲ್ಲಿ ಸಣ್ಣ ಕೈಗಾರಿಕೆಗಳ ಸ್ಥಾಪನೆಗೆ ಕ್ರಮ ವಹಿಸಲಾಗುವುದು ಎಂದು ಹೇಳಿದರು. xyxy=(1070,200,1318,348)
subhead-congress: ಮೇಲುಗೈ ಸಾಧಿಸಿದ ಕಾಂಗ್ರೆಸ್ xyxy=(45,1690,257,1717)
continuation-col-4 xyxy=(923,1214,1206,2397)
ballot-headline-line1: ಬ್ಯಾಲೆಟ್ ಪೇಪರ್: xyxy=(1253,1223,1478,1265)
drowned-body xyxy=(1215,2179,1515,2388)
col1-p4 xyxy=(10,1569,293,1683)
article-conference xyxy=(1070,845,1516,1223)
drowned-dateline: ಕಾರವಾರ: xyxy=(1230,2181,1273,2195)
col1-l7: ಮಹತ್ವದ ಅಂಗೀಕಾರಕ್ಕೆ ಸಹಾಯ ಎಂಬುದೇನು ತಂತ್ರ!: xyxy=(24,1891,293,1906)
road-p3-text: ರಾಮಾಪುರ ವ್ಯಾಪ್ತಿಯ ವಿವಿಧ ಭಾಗಗಳಲ್ಲಿ ನಿರಂತರ ಸಮಸ್ಯೆಗಳಿದ್ದು, ಗ್ರಾಮಸ್ಥರು ಶಾಸಕರ ಗಮನಕ್ಕೆ ತಂದರು. ಕೂಡಲೇ ಅಧಿಕಾರಿಗಳ ಸಭೆ ನಡೆಸಿ ಪರಿಹಾರ ಕಲ್ಪಿಸುವುದಾಗಿ ತಿಳಿಸಿದರು. xyxy=(1070,442,1516,495)
article-road-widening xyxy=(1070,104,1516,569)
col2-p5: ವಿಮರ್ಶಕರ ಟೀಕೆಗಳ ನಡುವೆಯೂ ಯೋಜನೆಯಡಿ 16.2 ಲಕ್ಷಕ್ಕೂ ಹೆಚ್ಚು ಪ್ರಕರಣಗಳನ್ನು ಇತ್ಯರ್ಥಪಡಿಸಲಾಗಿದ್ದು 45.5 ಕೋಟಿ ರೂ. ದಂಡವನ್ನು ವಸೂಲಿ ಮಾಡಲಾಗಿದೆ. xyxy=(314,1664,597,1718)
road-dateline: ಹನೂರು: xyxy=(1084,155,1126,170)
subhead-death: ಸಾವು xyxy=(740,1726,780,1753)
knowledge-photo-note: ಪ್ರಮುಖ ಪಾತ್ರ ವಹಿಸುತ್ತವೆ,'' ಎಂದು ಹೇಳಿದರು. ಪ್ರಾಂಶುಪಾಲ ಡಾ. ಬಿ. ಸದಾಶಿವೇಗೌಡ ಅವರು ಸಂಸ್ಥೆಯ ಶೈಕ್ಷಣಿಕ ಸಾಧನೆಗಳ ಕುರಿತು ಪ್ರಾಸ್ತಾವಿಕವಾಗಿ ಮಾತನಾಡಿದರು. xyxy=(374,449,1058,464)
stage-event-photo xyxy=(613,199,1060,442)
col3-p3: ಈ ಪ್ರದೇಶದಲ್ಲಿ ಚಿನ್ನಕ್ಕಾಗಿ ಶೋಧ ನಡೆಸುವುದರಿಂದ ವನ್ಯಜೀವಿಗಳ ಮೇಲೆ ಪರಿಣಾಮ ಬೀರುತ್ತದೆ ಎಂದು ಚಿಕ್ಕಮಗಳೂರಿನ ವನ್ಯಜೀವಿ ತಜ್ಞ ವೀರೇಶ್ ಜಿ ಅಭಿಪ್ರಾಯಪಟ್ಟಿರುವುದಾಗಿ ಮಾಧ್ಯಮ ವರದಿ ಉಲ್ಲೇಖಿಸಿದೆ. ಭಾರೀ ಯಂತ್ರೋಪಕರಣಗಳ ಚಲನೆ ಮತ್ತು ಭೂಮಿಯ ಕೊರೆಯುವಿಕೆಯು ಪರಿಸರದ ಮೇಲೆ ಒತ್ತಡ ಹೇರಲಿದೆ ಎಂದು ಆತಂಕ ವ್ಯಕ್ತಪಡಿಸಿದ್ದಾರೆ. xyxy=(618,1606,901,1716)
subhead-cm-seatbelt: ಆಷರ್ ಬಳಸಿಕೊಂಡ ಸಿಎಂ! xyxy=(354,1482,558,1509)
col4-l2: ಅಮರಾವತಿಯಲ್ಲಿ ಮೂವರ ಸಾವು: xyxy=(937,1362,1083,1377)
article-pooja xyxy=(359,845,1060,1150)
col4-p4 xyxy=(923,1542,1206,1618)
col2-p6: ಬೆಟ್ಟದ ಮೇಲೆ ವಾಹನಗಳು, ಜನರು ಹೋಗುವುದು ಒಂದು ಅಚ್ಚರಿಯ ಸಂಗತಿ. ಒಂದು ಲೆಕ್ಕದಲ್ಲಿ ಸದ್ಯ ಅಲ್ಲಿಗೆ ತಲುಪುವುದು ಸಾಹಸವೇ ಸರಿ ಎಂದು ಪ್ರವಾಸಿಗರು ಅಭಿಪ್ರಾಯಪಟ್ಟಿದ್ದಾರೆ. xyxy=(314,1763,597,1817)
knowledge-p3: ಹಲವು ವಿಭಾಗಗಳಲ್ಲಿ ಆಯ್ಕೆಯಾದ ನೂತನ ವಿದ್ಯಾರ್ಥಿಗಳಿಗೆ ಶೈಕ್ಷಣಿಕ ಮಾರ್ಗದರ್ಶನ ನೀಡಲಾಯಿತು. ಪೋಷಕರೂ ಹೆಚ್ಚಿನ ಸಂಖ್ಯೆಯಲ್ಲಿ ಭಾಗವಹಿಸಿದ್ದರು. ಹೊಸ ಶೈಕ್ಷಣಿಕ ವರ್ಷದ ಪಠ್ಯಕ್ರಮ, ಗ್ರಂಥಾಲಯ ಹಾಗೂ ಪ್ರಯೋಗಾಲಯ ಸೌಲಭ್ಯಗಳ ಪರಿಚಯ ಮಾಡಿಸಲಾಯಿತು. xyxy=(598,542,821,652)
col2-p2: ಆಗಸ್ಟ್ 23ರಿಂದ ಸೆಪ್ಟೆಂಬರ್ 12ರವರೆಗೆ ದಂಡ ವಿನಾಯಿತಿ ಯೋಜನೆ ಜಾರಿಯಲ್ಲಿದ್ದು, ಅರ್ಧದಷ್ಟು ರಿಯಾಯಿತಿ ದೊರೆಯುತ್ತಿದೆ. 2019 ಮತ್ತು 2025ರ ನಡುವೆ 3 ಕೋಟಿಗೂ ಅಧಿಕ ಉಲ್ಲಂಘನೆ ಪ್ರಕರಣ ದಾಖಲಾಗಿದೆ ಎಂದು ಅಂಕಿಅಂಶ ಹೇಳುತ್ತವೆ. xyxy=(314,1400,597,1473)
paper-logo-red: ಸಂಜೆ xyxy=(227,3,291,46)
knowledge-p2: ಅಧ್ಯಕ್ಷತೆ ವಹಿಸಿದ್ದ ಸಂಸ್ಥೆಯ ಗೌರವ ಕಾರ್ಯದರ್ಶಿ ಮಾತನಾಡಿ, ವಿದ್ಯಾರ್ಥಿಗಳ ಸರ್ವತೋಮುಖ ಬೆಳವಣಿಗೆಗೆ ಸಂಸ್ಥೆ ಬದ್ಧವಾಗಿದೆ ಎಂದರು. ವೇದಿಕೆಯಲ್ಲಿ ಆಡಳಿತ ಮಂಡಳಿಯ ಸದಸ್ಯರು, ಪ್ರಾಧ್ಯಾಪಕರು, ಗುರುಹಿರಿಯ ಮಾರ್ಗದರ್ಶಕರು ಉಪಸ್ಥಿತರಿದ್ದರು. xyxy=(359,478,821,690)
subhead-stray-dog: ಬೀದಿನಾಯಿ xyxy=(1021,1508,1107,1535)
column-rule-2 xyxy=(1064,105,1065,1218)
conference-p2: ಅತಿಥಿಯಾಗಿರುವರು. ಇಂದು ಈ ಕಾರ್ಯಕ್ರಮದ ಪೋಸ್ಟರ್ ಅನ್ನು ಎಂಎಂಸಿ ಮತ್ತು ಆರ್‌ಐ ನಿರ್ದೇಶಕಿ ಅವರು ಬಿಡುಗಡೆ ಮಾಡಿದರು. ಬೆಳಗ್ಗೆ 9.30ಕ್ಕೆ ಉದ್ಘಾಟನೆಯಾಗಲಿದ್ದು, ದೇಶದ ವಿವಿಧ ಭಾಗಗಳ ತಜ್ಞ ವೈದ್ಯರು ಭಾಗವಹಿಸುವರು. xyxy=(1300,882,1516,973)
anjaneya-body2 xyxy=(23,525,336,582)
pooja-tail xyxy=(359,1123,1060,1142)
subhead-gold-deposit: ಚಿನ್ನದ ನಿಕ್ಷೇಪ? xyxy=(701,1469,819,1495)
palm-sun-icon xyxy=(293,14,320,41)
col4-p3-text: ವಿಸರ್ಜನಾ ಮೆರವಣಿಗೆ ವೇಳೆ ಮುನ್ನೆಚ್ಚರಿಕೆ ವಹಿಸುವಂತೆ ಜಿಲ್ಲಾಡಳಿತ ಸೂಚಿಸಿದ್ದು, ಈಜು ಬಾರದವರು ನೀರಿಗೆ ಇಳಿಯದಂತೆ ಎಚ್ಚರಿಕೆ ನೀಡಲಾಗಿದೆ. xyxy=(923,1445,1206,1499)
subhead-three-arrested: ಮೂವರ ಬಂಧನ xyxy=(697,1333,823,1359)
pooja-body xyxy=(359,890,833,1118)
subhead-gpa: ಜಿಪಿಎ ಜ್ಞಾನ್! xyxy=(401,1728,510,1755)
pooja-headline: ದೇವರಿಗೆ ವಿಶೇಷ ಪೂಜಾ ಕೈಂಕರ್ಯ xyxy=(522,844,897,882)
conference-body xyxy=(1070,881,1516,985)
col1-p2 xyxy=(10,1402,293,1497)
masthead-divider xyxy=(123,15,125,85)
ballot-p4: ಚುನಾವಣೆಗಳಲ್ಲಿ ರಾಜಕೀಯ ಕಸರತ್ತು ಏನೇ ಇರಲಿ, ನಮ್ಮ ದೇಶದ ಪ್ರಜಾಪ್ರಭುತ್ವ ವ್ಯವಸ್ಥೆಯ ಆಧಾರ ಸ್ತಂಭವಾಗಿರುವ ಚುನಾವಣಾ ಪ್ರಕ್ರಿಯೆ ಮೇಲೆಯೇ ಸಂದೇಹ ಮೂಡಿಸುವ ಪಾಪದ ಕೆಲಸ ಮಾಡಬೇಡಿ. ಇದು ನಿಮಗೆ ಖಂಡಿತ ಶೋಭೆ ತರುವುದಿಲ್ಲ ಎಂದು ಎಚ್ಚರಿಸಿದ್ದಾರೆ. xyxy=(1215,1795,1515,1867)
